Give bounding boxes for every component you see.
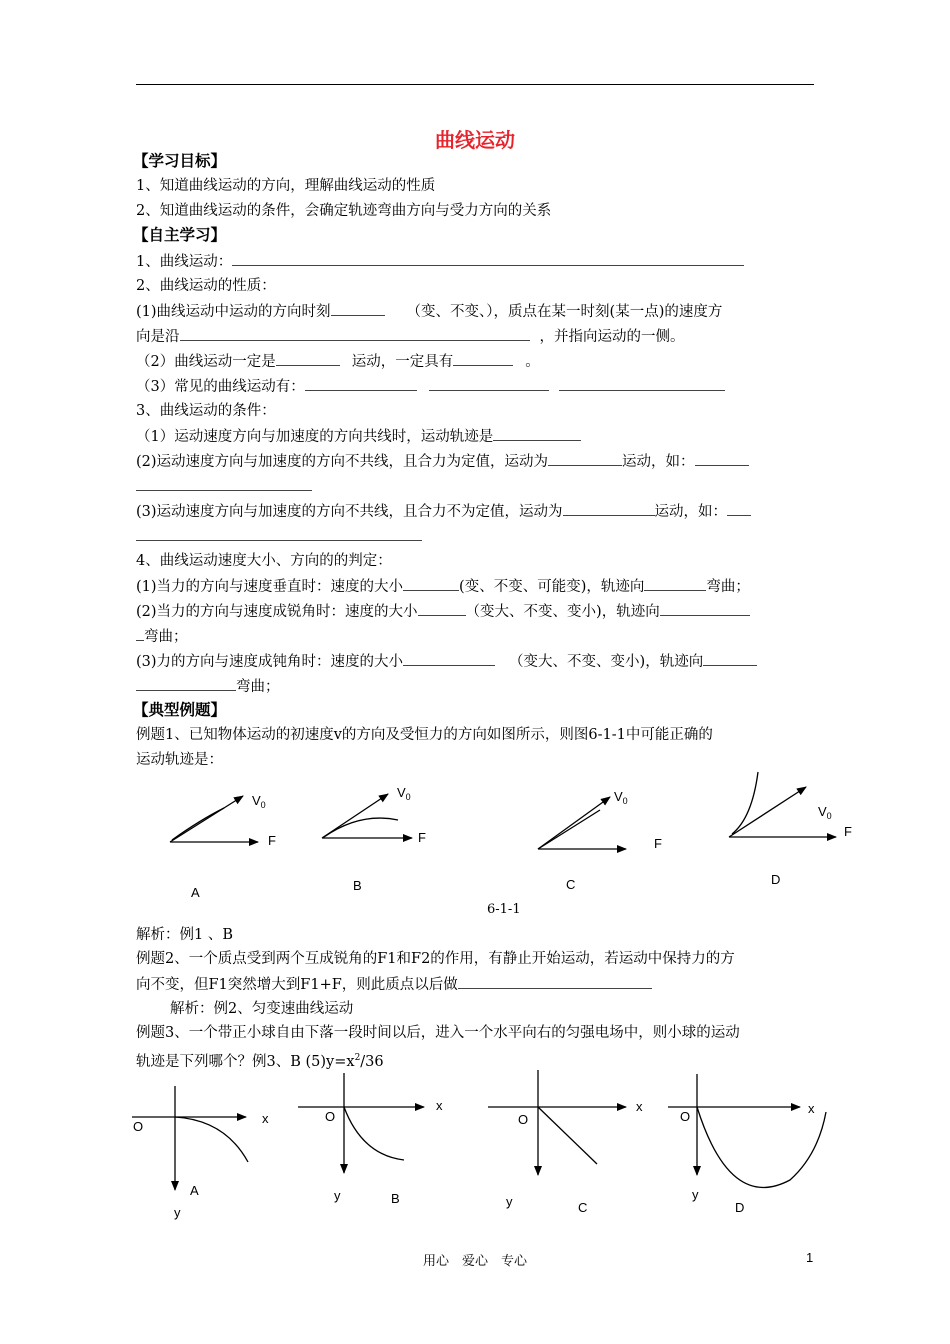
q2-3: （3）常见的曲线运动有： (136, 376, 725, 397)
example2-text-1: 例题2、一个质点受到两个互成锐角的F1和F2的作用，有静止开始运动，若运动中保持力的方 (136, 951, 735, 967)
example2-text-2: 向不变，但F1突然增大到F1+F，则此质点以后做 (136, 974, 652, 995)
q3-1: （1）运动速度方向与加速度的方向共线时，运动轨迹是 (136, 426, 581, 447)
example2-answer: 解析：例2、匀变速曲线运动 (170, 1001, 354, 1017)
graph-option-d: D (735, 1200, 745, 1215)
example1-text-1: 例题1、已知物体运动的初速度v的方向及受恒力的方向如图所示，则图6-1-1中可能正确的 (136, 727, 713, 743)
option-d: D (771, 872, 781, 887)
svg-text:O: O (518, 1112, 529, 1127)
svg-text:y: y (506, 1194, 513, 1209)
graph-b (298, 1073, 443, 1206)
q3-3-cont (136, 526, 422, 547)
option-a: A (191, 885, 200, 900)
svg-text:y: y (174, 1205, 181, 1220)
svg-text:O: O (325, 1109, 336, 1124)
option-b: B (353, 878, 362, 893)
page-number: 1 (806, 1250, 814, 1265)
f-label-c: F (654, 836, 662, 851)
q3: 3、曲线运动的条件： (136, 403, 276, 419)
figure-c (538, 789, 662, 892)
graph-c (488, 1070, 643, 1215)
q4-1: (1)当力的方向与速度垂直时：速度的大小 (变、不变、可能变)，轨迹向 弯曲； (136, 576, 750, 597)
figure-a (170, 793, 276, 900)
svg-text:O: O (133, 1119, 144, 1134)
q4-2: (2)当力的方向与速度成锐角时：速度的大小 （变大、不变、变小)，轨迹向 (136, 601, 750, 622)
q2: 2、曲线运动的性质： (136, 278, 276, 294)
svg-text:y: y (334, 1188, 341, 1203)
v0-label-c: $V_0$ (614, 789, 628, 806)
f-label-d: F (844, 824, 852, 839)
v0-label-b: $V_0$ (397, 785, 411, 802)
footer-text: 用心 爱心 专心 (422, 1254, 527, 1269)
q1: 1、曲线运动： (136, 251, 744, 272)
q4-3: (3)力的方向与速度成钝角时：速度的大小 （变大、不变、变小)，轨迹向 (136, 651, 757, 672)
example3-figures (0, 1062, 950, 1222)
figure-caption: 6-1-1 (487, 902, 521, 917)
example1-figures (0, 760, 950, 900)
page-title: 曲线运动 (435, 128, 515, 152)
graph-option-a: A (190, 1183, 199, 1198)
figure-d (729, 772, 852, 887)
svg-text:x: x (436, 1098, 443, 1113)
example3-text-2: 轨迹是下列哪个？例3、B $(5)y=x^2/36$ (136, 1053, 384, 1070)
example3-text-1: 例题3、一个带正小球自由下落一段时间以后，进入一个水平向右的匀强电场中，则小球的运动 (136, 1025, 740, 1041)
graph-d (668, 1074, 826, 1215)
graph-a (132, 1086, 269, 1220)
graph-option-c: C (578, 1200, 588, 1215)
svg-text:x: x (262, 1111, 269, 1126)
q3-2-cont (136, 476, 312, 497)
svg-text:x: x (808, 1101, 815, 1116)
q2-1-cont: 向是沿 ，并指向运动的一侧。 (136, 326, 685, 347)
section-examples: 【典型例题】 (133, 701, 227, 719)
q4: 4、曲线运动速度大小、方向的的判定： (136, 553, 392, 569)
option-c: C (566, 877, 576, 892)
f-label-a: F (268, 833, 276, 848)
graph-option-b: B (391, 1191, 400, 1206)
section-self-study: 【自主学习】 (133, 226, 227, 244)
svg-text:x: x (636, 1099, 643, 1114)
goal-2: 2、知道曲线运动的条件，会确定轨迹弯曲方向与受力方向的关系 (136, 203, 552, 219)
q2-2: （2）曲线运动一定是 运动，一定具有 。 (136, 351, 540, 372)
q2-1: (1)曲线运动中运动的方向时刻 （变、不变、），质点在某一时刻(某一点)的速度方 (136, 301, 722, 322)
example1-answer: 解析：例1 、B (136, 927, 233, 943)
figure-b (322, 785, 426, 893)
q4-3-cont: 弯曲； (136, 676, 280, 697)
f-label-b: F (418, 830, 426, 845)
q3-3: (3)运动速度方向与加速度的方向不共线，且合力不为定值，运动为 运动，如： (136, 501, 751, 522)
example1-text-2: 运动轨迹是： (136, 752, 223, 768)
goal-1: 1、知道曲线运动的方向，理解曲线运动的性质 (136, 178, 436, 194)
svg-text:O: O (680, 1109, 691, 1124)
svg-text:y: y (692, 1187, 699, 1202)
q3-2: (2)运动速度方向与加速度的方向不共线，且合力为定值，运动为 运动，如： (136, 451, 749, 472)
v0-label-d: $V_0$ (818, 804, 832, 821)
section-goals: 【学习目标】 (133, 152, 227, 170)
q4-2-cont: 弯曲； (136, 626, 188, 647)
v0-label-a: $V_0$ (252, 793, 266, 810)
header-rule (136, 84, 814, 85)
